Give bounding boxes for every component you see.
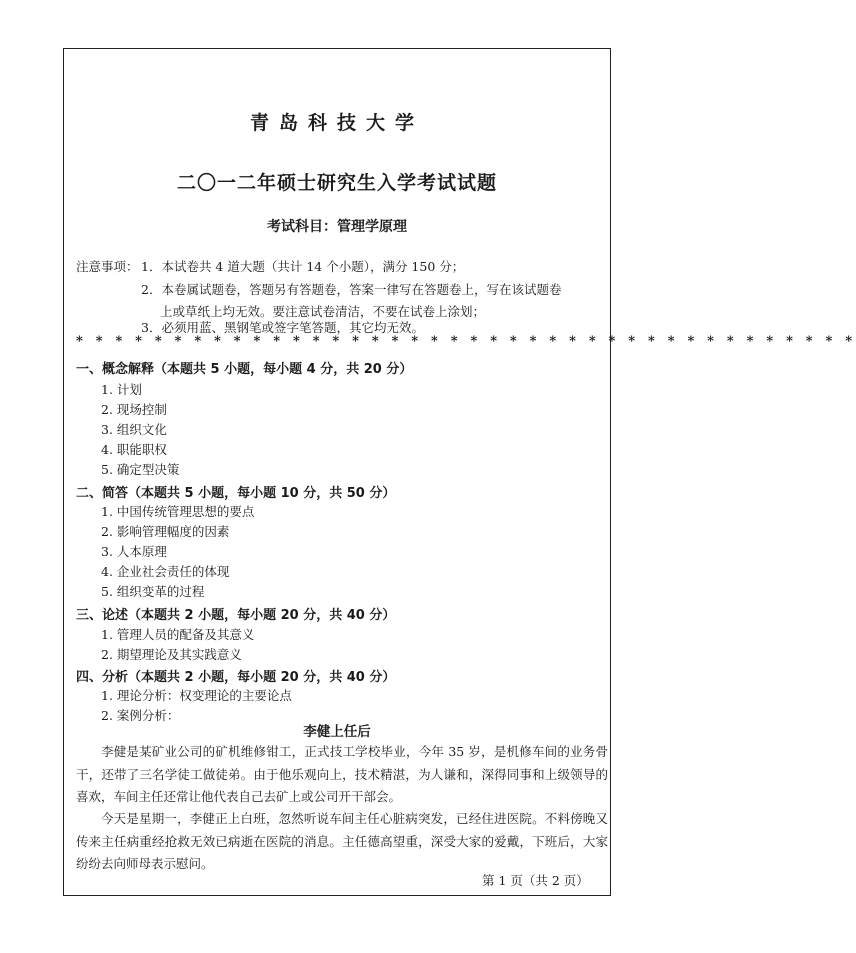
question-item: 3. 人本原理: [101, 544, 167, 559]
question-item: 5. 组织变革的过程: [101, 584, 205, 599]
separator-stars: * * * * * * * * * * * * * * * * * * * * * * * * * * * * * * * * * * * * * * * *: [76, 334, 856, 349]
exam-subject: 考试科目：管理学原理: [267, 219, 407, 235]
section-heading: 一、概念解释（本题共 5 小题，每小题 4 分，共 20 分）: [76, 362, 413, 377]
question-item: 1. 计划: [101, 382, 142, 397]
question-item: 2. 案例分析：: [101, 708, 180, 723]
question-item: 2. 期望理论及其实践意义: [101, 647, 242, 662]
question-item: 1. 理论分析：权变理论的主要论点: [101, 688, 292, 703]
notice-line: 1．本试卷共 4 道大题（共计 14 个小题），满分 150 分；: [141, 259, 465, 274]
question-item: 1. 管理人员的配备及其意义: [101, 627, 255, 642]
question-item: 3. 组织文化: [101, 422, 167, 437]
page-footer: 第 1 页（共 2 页）: [482, 873, 589, 888]
section-heading: 二、简答（本题共 5 小题，每小题 10 分，共 50 分）: [76, 486, 396, 501]
case-paragraph: 今天是星期一，李健正上白班，忽然听说车间主任心脏病突发，已经住进医院。不料傍晚又传来主任病重经抢救无效已病逝在医院的消息。主任德高望重，深受大家的爱戴，下班后，大家纷纷去向师母表示慰问。: [76, 811, 608, 871]
question-item: 4. 企业社会责任的体现: [101, 564, 230, 579]
notice-line: 2．本卷属试题卷，答题另有答题卷，答案一律写在答题卷上，写在该试题卷: [141, 282, 562, 297]
question-item: 1. 中国传统管理思想的要点: [101, 504, 255, 519]
case-paragraph: 李健是某矿业公司的矿机维修钳工，正式技工学校毕业，今年 35 岁，是机修车间的业务骨干，还带了三名学徒工做徒弟。由于他乐观向上，技术精湛，为人谦和，深得同事和上级领导的喜欢，车间主任还常让他代表自己去矿上或公司开干部会。: [76, 744, 608, 804]
exam-title: 二〇一二年硕士研究生入学考试试题: [176, 172, 497, 194]
notice-line: 上或草纸上均无效。要注意试卷清洁，不要在试卷上涂划；: [160, 304, 486, 319]
section-heading: 三、论述（本题共 2 小题，每小题 20 分，共 40 分）: [76, 608, 396, 623]
section-heading: 四、分析（本题共 2 小题，每小题 20 分，共 40 分）: [76, 670, 396, 685]
question-item: 4. 职能职权: [101, 442, 167, 457]
notice-label: 注意事项：: [76, 259, 139, 274]
question-item: 5. 确定型决策: [101, 462, 180, 477]
question-item: 2. 影响管理幅度的因素: [101, 524, 230, 539]
case-title: 李健上任后: [303, 724, 371, 740]
university-title: 青岛科技大学: [249, 112, 424, 134]
notice-line: 3．必须用蓝、黑钢笔或签字笔答题，其它均无效。: [141, 320, 424, 335]
question-item: 2. 现场控制: [101, 402, 167, 417]
